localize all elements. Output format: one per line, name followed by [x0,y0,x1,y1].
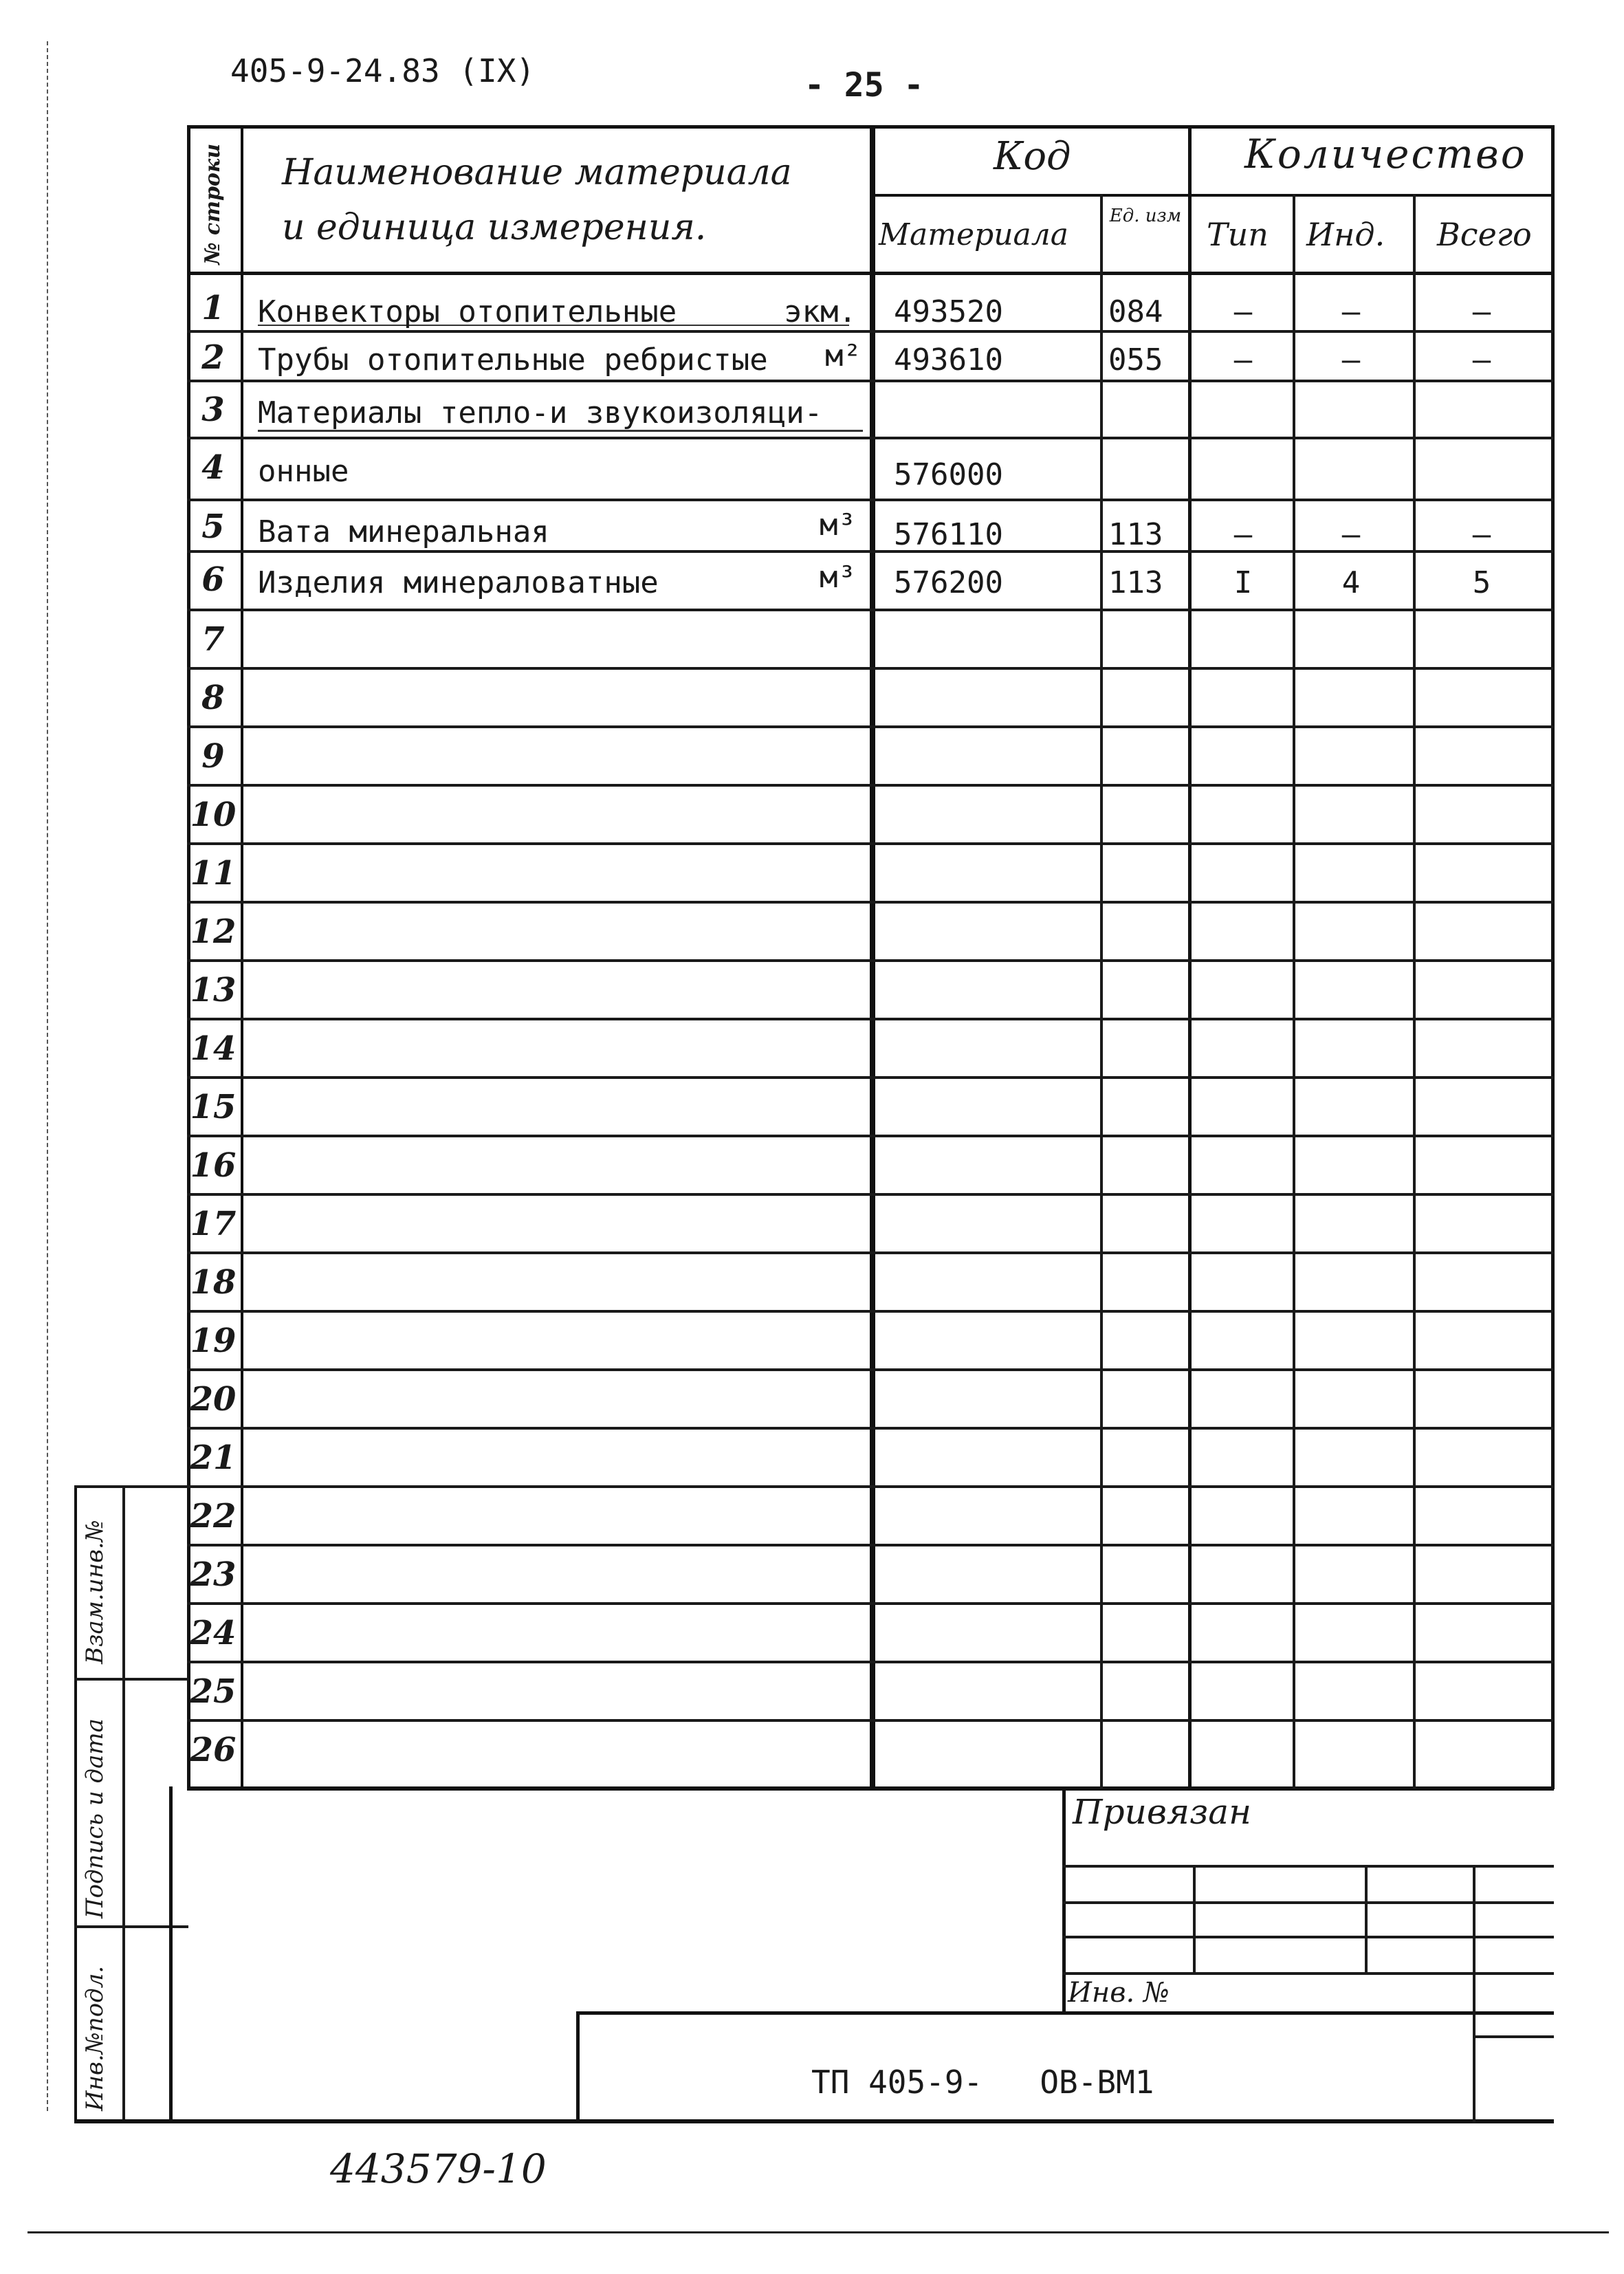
page-bottom-edge [28,2231,1609,2233]
row-num: 19 [190,1322,237,1360]
col-qty-ind-header: Инд. [1306,216,1385,253]
row-num: 18 [190,1263,237,1302]
row-material-code: 493610 [894,342,1003,378]
row-unit: м² [825,338,862,373]
row-total: 5 [1472,565,1491,600]
row-num: 7 [201,620,225,659]
doc-code: 405-9-24.83 (IX) [230,52,536,89]
row-unit-code: 084 [1108,294,1163,329]
row-ind: – [1341,342,1361,378]
col-qty-total-header: Всего [1437,216,1532,253]
row-total: – [1472,294,1491,329]
row-material-code: 576200 [894,565,1003,600]
row-ind: – [1341,294,1361,329]
side-label-vzam: Взам.инв.№ [81,1520,109,1664]
side-label-inv: Инв.№подл. [81,1965,109,2111]
row-type: I [1233,565,1253,600]
row-name: Изделия минераловатные [258,565,659,600]
row-num: 22 [190,1497,237,1535]
row-unit: м³ [820,560,856,595]
privyazan-label: Привязан [1073,1792,1252,1832]
row-num: 5 [201,507,225,546]
row-ind: – [1341,517,1361,552]
col-qty-header: Количество [1244,131,1527,177]
col-qty-type-header: Тип [1207,216,1269,253]
row-total: – [1472,342,1491,378]
row-unit: экм. [784,294,857,329]
row-name: Конвекторы отопительные [258,294,677,329]
row-num: 21 [190,1439,237,1477]
row-num: 13 [190,971,237,1009]
row-num: 11 [190,854,237,893]
row-material-code: 576110 [894,517,1003,552]
row-material-code: 493520 [894,294,1003,329]
row-material-code: 576000 [894,457,1003,492]
archive-number: 443579-10 [330,2145,547,2192]
col-code-header: Код [994,134,1071,179]
col-code-material-header: Материала [879,217,1069,252]
row-name: Материалы тепло-и звукоизоляци- [258,395,823,430]
row-num: 26 [190,1731,237,1769]
page-number: - 25 - [804,66,924,105]
row-ind: 4 [1341,565,1361,600]
row-num: 14 [190,1029,237,1068]
row-num: 16 [190,1146,237,1185]
row-unit-code: 113 [1108,565,1163,600]
row-unit: м³ [820,507,856,543]
row-type: – [1233,517,1253,552]
row-name: Трубы отопительные ребристые [258,342,768,378]
inv-no-label: Инв. № [1068,1977,1170,2009]
row-num: 6 [201,560,225,599]
row-num: 10 [190,796,237,834]
row-name: Вата минеральная [258,514,549,549]
row-num: 17 [190,1205,237,1243]
row-num: 4 [201,448,225,487]
row-num: 2 [201,338,225,377]
row-num: 12 [190,912,237,951]
col-name-header-1: Наименование материала [282,152,792,193]
row-num: 1 [201,289,225,327]
col-code-unit-header: Ед. изм [1109,206,1182,226]
side-label-podp: Подпись и дата [81,1718,109,1918]
row-total: – [1472,517,1491,552]
row-name: онные [258,454,349,489]
project-code: ТП 405-9- ОВ-ВМ1 [811,2064,1154,2101]
row-num: 20 [190,1380,237,1419]
row-num: 25 [190,1672,237,1711]
row-num: 24 [190,1614,237,1652]
col-num-header: № строки [201,143,225,265]
row-num: 9 [201,737,225,776]
row-num: 15 [190,1088,237,1126]
col-name-header-2: и единица измерения. [282,207,707,248]
row-unit-code: 055 [1108,342,1163,378]
row-type: – [1233,342,1253,378]
page-edge [47,41,50,2111]
row-type: – [1233,294,1253,329]
row-num: 8 [201,679,225,717]
row-num: 3 [201,391,225,429]
row-unit-code: 113 [1108,517,1163,552]
row-num: 23 [190,1555,237,1594]
